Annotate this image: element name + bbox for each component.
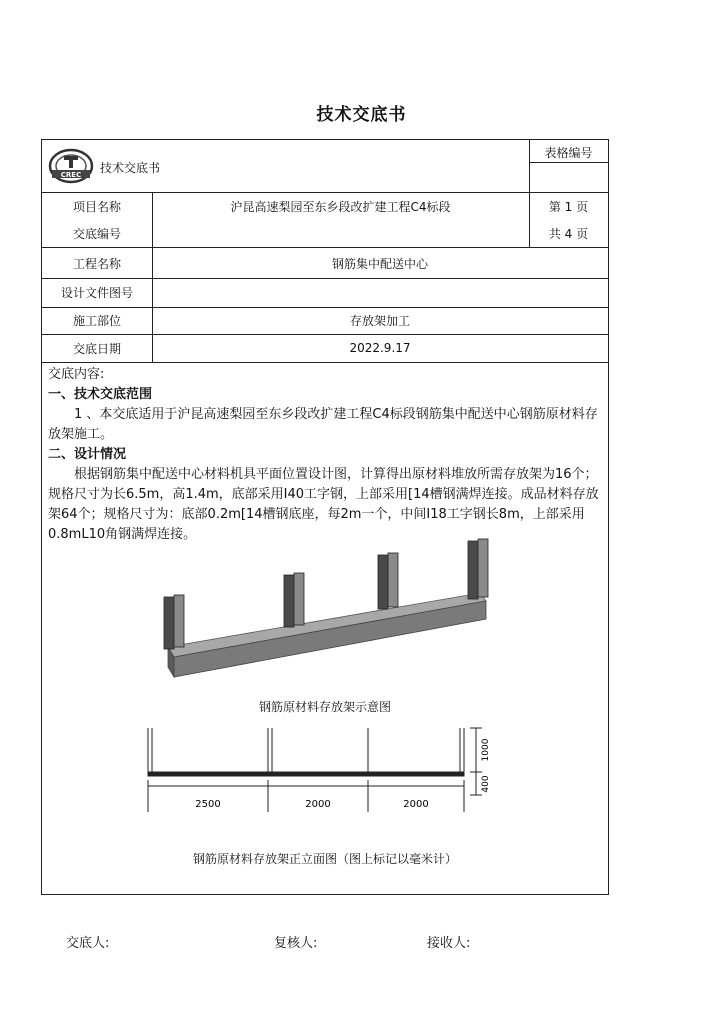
figure-2-caption: 钢筋原材料存放架正立面图（图上标记以毫米计） <box>192 852 457 866</box>
row-line <box>529 162 608 163</box>
project-name-value: 沪昆高速梨园至东乡段改扩建工程C4标段 <box>230 199 451 214</box>
figure-1-caption: 钢筋原材料存放架示意图 <box>258 700 391 714</box>
page-number: 第 1 页 <box>548 199 589 214</box>
part-label: 施工部位 <box>72 314 121 328</box>
date-label: 交底日期 <box>72 341 121 356</box>
post <box>378 553 398 609</box>
rack-elevation-figure <box>140 720 510 820</box>
dim-segment-2: 2000 <box>305 799 331 810</box>
design-doc-label: 设计文件图号 <box>60 286 133 300</box>
project-name-label: 项目名称 <box>72 199 121 214</box>
content-intro: 交底内容: <box>48 367 105 382</box>
work-name-value: 钢筋集中配送中心 <box>331 256 428 271</box>
section-1-title: 一、技术交底范围 <box>48 387 153 402</box>
company-logo <box>48 148 94 184</box>
dim-height-bottom: 400 <box>481 775 491 793</box>
section-1-text: 1 、本交底适用于沪昆高速梨园至东乡段改扩建工程C4标段钢筋集中配送中心钢筋原材料存放架施工。 <box>48 407 598 442</box>
page-total: 共 4 页 <box>548 227 589 241</box>
date-value: 2022.9.17 <box>349 341 411 355</box>
receiver-label: 接收人: <box>427 936 471 951</box>
svg-text:CREC: CREC <box>60 171 82 179</box>
document-title: 技术交底书 <box>316 105 407 125</box>
dim-segment-3: 2000 <box>403 799 429 810</box>
dim-segment-1: 2500 <box>195 799 221 810</box>
section-2-title: 二、设计情况 <box>48 447 127 462</box>
code-label: 交底编号 <box>72 227 121 241</box>
post <box>164 595 184 649</box>
logo-title: 技术交底书 <box>100 160 161 175</box>
content-body <box>48 365 604 545</box>
row-line <box>42 362 608 363</box>
rack-3d-figure <box>150 535 500 685</box>
crec-logo-icon <box>48 148 94 184</box>
section-2-text: 根据钢筋集中配送中心材料机具平面位置设计图，计算得出原材料堆放所需存放架为16个；规格尺寸为长6.5m，高1.4m，底部采用I40工字钢，上部采用[14槽钢满焊连接。成品材料存放架64个；规格尺寸为：底部0.2m[14槽钢底座，每2m一个，中间I18工字钢长8m，上部采用0.8mL10角钢满焊连接。 <box>48 467 599 542</box>
post <box>468 539 488 599</box>
part-value: 存放架加工 <box>349 314 410 328</box>
work-name-label: 工程名称 <box>72 256 121 271</box>
form-number-label: 表格编号 <box>544 145 593 160</box>
reviewer-label: 复核人: <box>274 936 318 951</box>
post <box>284 573 304 627</box>
presenter-label: 交底人: <box>66 936 110 951</box>
dim-height-top: 1000 <box>481 738 491 762</box>
